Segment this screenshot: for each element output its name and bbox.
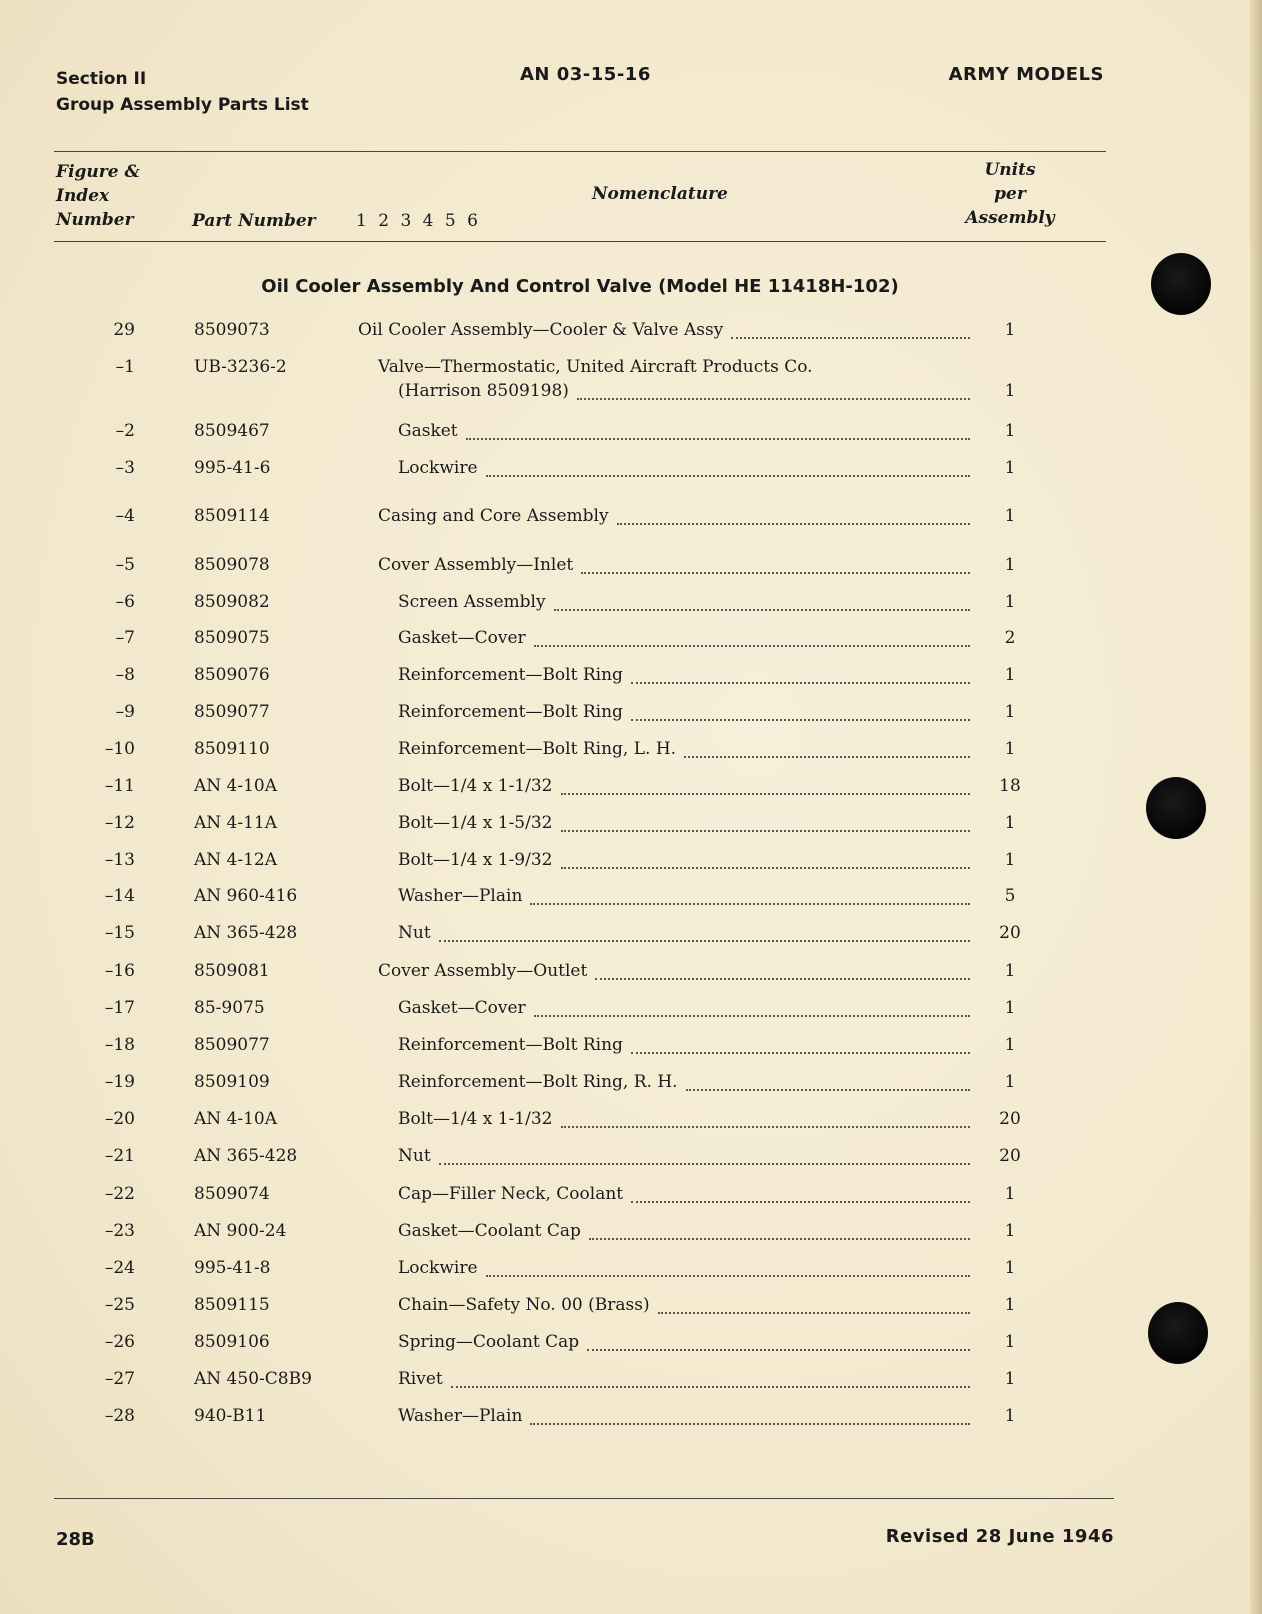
row-index-number: –22 xyxy=(104,1184,135,1204)
row-nomenclature: Bolt—1/4 x 1-9/32 xyxy=(398,850,553,870)
row-units: 1 xyxy=(1004,421,1016,441)
row-part-number: UB-3236-2 xyxy=(194,357,287,377)
row-index-number: –20 xyxy=(104,1109,135,1129)
dot-leader xyxy=(581,572,970,574)
row-part-number: 8509109 xyxy=(194,1072,270,1092)
row-nomenclature: Nut xyxy=(398,923,431,943)
row-units: 1 xyxy=(1004,1184,1016,1204)
row-index-number: –4 xyxy=(115,506,135,526)
table-row xyxy=(0,1221,1262,1251)
binder-hole-top xyxy=(1151,253,1211,315)
row-part-number: 8509074 xyxy=(194,1184,270,1204)
dot-leader xyxy=(631,1052,970,1054)
row-part-number: 8509075 xyxy=(194,628,270,648)
dot-leader xyxy=(554,609,970,611)
table-row xyxy=(0,1072,1262,1102)
row-units: 1 xyxy=(1004,1295,1016,1315)
row-part-number: AN 365-428 xyxy=(194,1146,298,1166)
row-units: 1 xyxy=(1004,506,1016,526)
row-part-number: AN 4-10A xyxy=(194,776,278,796)
dot-leader xyxy=(561,793,970,795)
dot-leader xyxy=(631,719,970,721)
row-nomenclature: Washer—Plain xyxy=(398,886,523,906)
row-index-number: –21 xyxy=(104,1146,135,1166)
row-units: 1 xyxy=(1004,555,1016,575)
row-index-number: –9 xyxy=(115,702,135,722)
row-nomenclature: Reinforcement—Bolt Ring xyxy=(398,1035,623,1055)
row-nomenclature: Reinforcement—Bolt Ring xyxy=(398,702,623,722)
row-part-number: AN 4-12A xyxy=(194,850,278,870)
row-index-number: –11 xyxy=(104,776,135,796)
row-nomenclature: Lockwire xyxy=(398,1258,478,1278)
table-row xyxy=(0,1146,1262,1176)
row-index-number: –24 xyxy=(104,1258,135,1278)
row-part-number: 995-41-6 xyxy=(194,458,271,478)
table-row xyxy=(0,813,1262,843)
row-nomenclature: Cap—Filler Neck, Coolant xyxy=(398,1184,624,1204)
row-nomenclature: Gasket—Cover xyxy=(398,998,526,1018)
dot-leader xyxy=(595,978,970,980)
dot-leader xyxy=(534,1015,970,1017)
revision-date: Revised 28 June 1946 xyxy=(885,1526,1114,1547)
row-part-number: 8509467 xyxy=(194,421,270,441)
table-row xyxy=(0,886,1262,916)
column-units-per-assembly: Units per Assembly xyxy=(965,160,1055,228)
page-number: 28B xyxy=(56,1529,95,1550)
table-row xyxy=(0,702,1262,732)
row-nomenclature: Cover Assembly—Inlet xyxy=(378,555,574,575)
dot-leader xyxy=(486,475,970,477)
table-row xyxy=(0,776,1262,806)
row-index-number: –19 xyxy=(104,1072,135,1092)
row-part-number: AN 4-10A xyxy=(194,1109,278,1129)
row-nomenclature: Bolt—1/4 x 1-1/32 xyxy=(398,1109,553,1129)
row-nomenclature: Gasket—Coolant Cap xyxy=(398,1221,581,1241)
dot-leader xyxy=(589,1238,970,1240)
row-index-number: –2 xyxy=(115,421,135,441)
row-index-number: –5 xyxy=(115,555,135,575)
row-part-number: 8509081 xyxy=(194,961,270,981)
row-units: 1 xyxy=(1004,1221,1016,1241)
dot-leader xyxy=(534,645,970,647)
table-row xyxy=(0,850,1262,880)
row-part-number: 995-41-8 xyxy=(194,1258,271,1278)
table-row xyxy=(0,961,1262,991)
row-index-number: –14 xyxy=(104,886,135,906)
row-index-number: –15 xyxy=(104,923,135,943)
dot-leader xyxy=(439,940,970,942)
dot-leader xyxy=(561,830,970,832)
row-units: 1 xyxy=(1004,381,1016,401)
row-index-number: –1 xyxy=(115,357,135,377)
row-part-number: 8509110 xyxy=(194,739,270,759)
table-row xyxy=(0,506,1262,536)
section-title: Oil Cooler Assembly And Control Valve (Model HE 11418H-102) xyxy=(261,276,899,297)
row-units: 20 xyxy=(999,923,1021,943)
header-rule-top xyxy=(54,151,1106,152)
row-units: 1 xyxy=(1004,1035,1016,1055)
row-index-number: –18 xyxy=(104,1035,135,1055)
row-units: 1 xyxy=(1004,592,1016,612)
models-label: ARMY MODELS xyxy=(948,64,1104,85)
row-units: 1 xyxy=(1004,458,1016,478)
row-part-number: AN 960-416 xyxy=(194,886,298,906)
table-row xyxy=(0,665,1262,695)
row-index-number: –8 xyxy=(115,665,135,685)
row-part-number: 8509078 xyxy=(194,555,270,575)
row-nomenclature: Gasket xyxy=(398,421,458,441)
binder-hole-bottom xyxy=(1148,1302,1208,1364)
row-nomenclature: Chain—Safety No. 00 (Brass) xyxy=(398,1295,650,1315)
dot-leader xyxy=(731,337,970,339)
row-units: 1 xyxy=(1004,1369,1016,1389)
row-index-number: –27 xyxy=(104,1369,135,1389)
row-units: 1 xyxy=(1004,665,1016,685)
dot-leader xyxy=(577,398,970,400)
column-figure-index: Figure & Index Number xyxy=(56,162,140,230)
dot-leader xyxy=(684,756,970,758)
doc-number: AN 03-15-16 xyxy=(520,64,651,85)
row-part-number: 85-9075 xyxy=(194,998,265,1018)
row-index-number: –7 xyxy=(115,628,135,648)
row-units: 20 xyxy=(999,1109,1021,1129)
row-nomenclature: Gasket—Cover xyxy=(398,628,526,648)
row-nomenclature: Reinforcement—Bolt Ring, L. H. xyxy=(398,739,677,759)
header-rule-bottom xyxy=(54,241,1106,242)
table-row xyxy=(0,1035,1262,1065)
row-part-number: AN 900-24 xyxy=(194,1221,287,1241)
row-units: 18 xyxy=(999,776,1021,796)
dot-leader xyxy=(561,1126,970,1128)
row-part-number: 8509082 xyxy=(194,592,270,612)
section-label: Section II xyxy=(56,69,147,89)
row-index-number: –13 xyxy=(104,850,135,870)
row-part-number: 8509077 xyxy=(194,702,270,722)
row-nomenclature: Valve—Thermostatic, United Aircraft Products Co. xyxy=(378,357,813,377)
table-row xyxy=(0,320,1262,350)
row-index-number: –6 xyxy=(115,592,135,612)
row-nomenclature: Lockwire xyxy=(398,458,478,478)
row-part-number: 8509106 xyxy=(194,1332,270,1352)
row-units: 1 xyxy=(1004,813,1016,833)
row-nomenclature: Bolt—1/4 x 1-5/32 xyxy=(398,813,553,833)
row-index-number: –10 xyxy=(104,739,135,759)
row-nomenclature: Casing and Core Assembly xyxy=(378,506,609,526)
row-units: 1 xyxy=(1004,998,1016,1018)
table-row xyxy=(0,628,1262,658)
table-row xyxy=(0,357,1262,417)
row-units: 20 xyxy=(999,1146,1021,1166)
row-index-number: –3 xyxy=(115,458,135,478)
row-nomenclature: Reinforcement—Bolt Ring xyxy=(398,665,623,685)
dot-leader xyxy=(530,903,970,905)
table-row xyxy=(0,1369,1262,1399)
row-units: 1 xyxy=(1004,1332,1016,1352)
row-nomenclature: Cover Assembly—Outlet xyxy=(378,961,588,981)
table-row xyxy=(0,998,1262,1028)
dot-leader xyxy=(631,1201,970,1203)
row-nomenclature: Washer—Plain xyxy=(398,1406,523,1426)
section-subtitle: Group Assembly Parts List xyxy=(56,95,309,115)
column-nomenclature: Nomenclature xyxy=(592,184,728,204)
column-indent-levels: 1 2 3 4 5 6 xyxy=(356,211,481,231)
table-row xyxy=(0,1295,1262,1325)
row-part-number: AN 365-428 xyxy=(194,923,298,943)
row-part-number: 8509073 xyxy=(194,320,270,340)
row-nomenclature: Spring—Coolant Cap xyxy=(398,1332,580,1352)
dot-leader xyxy=(530,1423,970,1425)
row-nomenclature: Nut xyxy=(398,1146,431,1166)
dot-leader xyxy=(587,1349,970,1351)
row-index-number: –26 xyxy=(104,1332,135,1352)
row-part-number: 8509114 xyxy=(194,506,270,526)
table-row xyxy=(0,421,1262,451)
column-part-number: Part Number xyxy=(192,211,316,231)
row-nomenclature: Rivet xyxy=(398,1369,443,1389)
dot-leader xyxy=(617,523,970,525)
table-row xyxy=(0,458,1262,488)
table-row xyxy=(0,923,1262,953)
binder-hole-middle xyxy=(1146,777,1206,839)
header-section xyxy=(56,66,309,118)
row-units: 5 xyxy=(1004,886,1016,906)
table-row xyxy=(0,1109,1262,1139)
table-row xyxy=(0,1184,1262,1214)
row-nomenclature: Oil Cooler Assembly—Cooler & Valve Assy xyxy=(358,320,724,340)
row-units: 1 xyxy=(1004,1258,1016,1278)
row-part-number: 8509077 xyxy=(194,1035,270,1055)
dot-leader xyxy=(658,1312,970,1314)
table-row xyxy=(0,1406,1262,1436)
row-index-number: 29 xyxy=(113,320,135,340)
row-part-number: AN 4-11A xyxy=(194,813,278,833)
footer-rule xyxy=(54,1498,1114,1499)
row-index-number: –23 xyxy=(104,1221,135,1241)
row-part-number: 8509076 xyxy=(194,665,270,685)
table-row xyxy=(0,739,1262,769)
dot-leader xyxy=(439,1163,970,1165)
dot-leader xyxy=(451,1386,970,1388)
row-nomenclature: Reinforcement—Bolt Ring, R. H. xyxy=(398,1072,678,1092)
row-units: 1 xyxy=(1004,320,1016,340)
row-units: 1 xyxy=(1004,850,1016,870)
table-row xyxy=(0,592,1262,622)
row-nomenclature: Bolt—1/4 x 1-1/32 xyxy=(398,776,553,796)
row-part-number: 8509115 xyxy=(194,1295,270,1315)
row-part-number: 940-B11 xyxy=(194,1406,267,1426)
row-index-number: –25 xyxy=(104,1295,135,1315)
dot-leader xyxy=(561,867,970,869)
row-index-number: –28 xyxy=(104,1406,135,1426)
row-units: 1 xyxy=(1004,1406,1016,1426)
row-nomenclature: Screen Assembly xyxy=(398,592,546,612)
row-units: 1 xyxy=(1004,1072,1016,1092)
dot-leader xyxy=(486,1275,970,1277)
row-index-number: –12 xyxy=(104,813,135,833)
row-units: 1 xyxy=(1004,739,1016,759)
row-units: 1 xyxy=(1004,961,1016,981)
dot-leader xyxy=(686,1089,970,1091)
row-nomenclature-continuation: (Harrison 8509198) xyxy=(398,381,569,401)
table-row xyxy=(0,1332,1262,1362)
dot-leader xyxy=(631,682,970,684)
row-part-number: AN 450-C8B9 xyxy=(194,1369,312,1389)
dot-leader xyxy=(466,438,970,440)
table-row xyxy=(0,555,1262,585)
table-row xyxy=(0,1258,1262,1288)
row-units: 2 xyxy=(1004,628,1016,648)
row-index-number: –17 xyxy=(104,998,135,1018)
row-index-number: –16 xyxy=(104,961,135,981)
row-units: 1 xyxy=(1004,702,1016,722)
